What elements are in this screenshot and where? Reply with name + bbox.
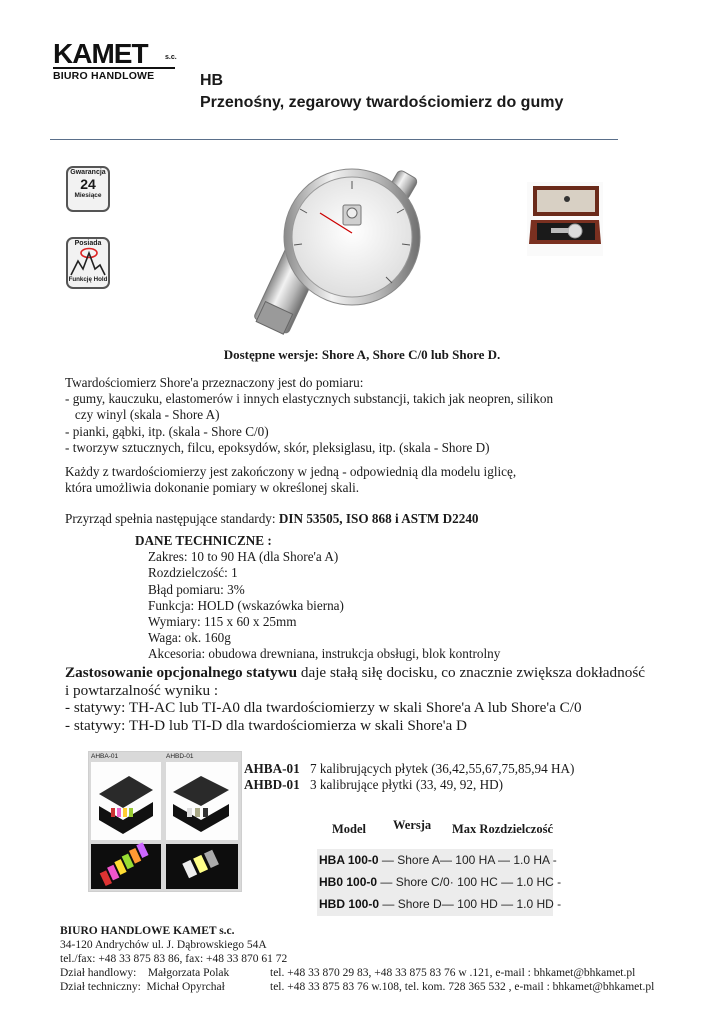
tech-item: Błąd pomiaru: 3% — [148, 581, 245, 597]
hold-bottom: Funkcję Hold — [68, 276, 108, 283]
stand-line: - statywy: TH-AC lub TI-A0 dla twardościomierzy w skali Shore'a A lub Shore'a C/0 — [65, 699, 582, 716]
intro-line: - gumy, kauczuku, elastomerów i innych elastycznych substancji, takich jak neopren, silikon — [65, 391, 554, 407]
calibration-item — [244, 777, 574, 793]
hold-graph-icon — [69, 247, 107, 277]
needle-line: Każdy z twardościomierzy jest zakończony w jedną - odpowiednią dla modelu iglicę, — [65, 464, 517, 479]
intro-line: - tworzyw sztucznych, filcu, epoksydów, skór, pleksiglasu, itp. (skala - Shore D) — [65, 439, 490, 455]
table-cell-max: 100 HA — [455, 853, 495, 867]
intro-paragraph — [65, 375, 553, 456]
calibration-code: AHBA-01 — [244, 761, 300, 776]
calibration-blocks-image — [88, 751, 242, 892]
standards-list: DIN 53505, ISO 868 i ASTM D2240 — [278, 511, 479, 526]
table-header-max: Max Rozdzielczość — [452, 822, 554, 836]
warranty-badge — [66, 166, 110, 212]
needle-line: która umożliwia dokonanie pomiary w określonej skali. — [65, 480, 360, 496]
calibration-item — [244, 761, 574, 777]
table-cell-model: HBD 100-0 — [319, 897, 380, 911]
logo-sub: BIURO HANDLOWE — [53, 67, 175, 82]
intro-line: Twardościomierz Shore'a przeznaczony jest do pomiaru: — [65, 375, 364, 390]
intro-line: czy winyl (skala - Shore A) — [65, 407, 220, 423]
table-cell-version: Shore C/0 — [395, 875, 450, 889]
stand-rest: daje stałą siłę docisku, co znacznie zwiększa dokładność — [297, 664, 645, 681]
footer-telfax: tel./fax: +48 33 875 83 86, fax: +48 33 870 61 72 — [60, 953, 288, 965]
standards-text: Przyrząd spełnia następujące standardy: — [65, 511, 279, 526]
table-cell-resolution: 1.0 HA — [513, 853, 550, 867]
tech-item: Wymiary: 115 x 60 x 25mm — [148, 614, 297, 630]
stand-line: - statywy: TH-D lub TI-D dla twardościomierza w skali Shore'a D — [65, 716, 468, 734]
stand-bold: Zastosowanie opcjonalnego statywu — [65, 664, 298, 681]
hold-top: Posiada — [74, 240, 102, 247]
photo-label-a: AHBA-01 — [91, 753, 119, 760]
table-header-model: Model — [332, 822, 367, 836]
footer-tech-contact: tel. +48 33 875 83 76 w.108, tel. kom. 728 365 532 , e-mail : bhkamet@bhkamet.pl — [270, 981, 655, 993]
calibration-list — [244, 761, 574, 793]
page-title: Przenośny, zegarowy twardościomierz do gumy — [200, 94, 564, 111]
tech-item: Akcesoria: obudowa drewniana, instrukcja obsługi, blok kontrolny — [148, 646, 501, 662]
logo-main: KAMET — [53, 38, 148, 69]
warranty-top: Gwarancja — [70, 169, 106, 176]
table-cell-version: Shore A — [397, 853, 440, 867]
footer-tech: Dział techniczny: Michał Opyrchał — [60, 981, 225, 993]
table-header-version: Wersja — [393, 818, 432, 832]
table-row: HBD 100-0 — Shore D— 100 HD — 1.0 HD - — [319, 897, 562, 911]
warranty-unit: Miesiące — [74, 192, 102, 199]
warranty-number: 24 — [80, 176, 96, 192]
footer-sales: Dział handlowy: Małgorzata Polak — [60, 967, 230, 979]
table-cell-model: HBA 100-0 — [319, 853, 379, 867]
stand-paragraph — [65, 664, 725, 734]
stand-line: i powtarzalność wyniku : — [65, 681, 219, 699]
product-code: HB — [200, 72, 224, 89]
table-cell-max: 100 HC — [457, 875, 498, 889]
technical-data-header: DANE TECHNICZNE : — [135, 533, 272, 548]
table-row: HB0 100-0 — Shore C/0· 100 HC — 1.0 HC - — [319, 875, 562, 889]
tech-item: Zakres: 10 to 90 HA (dla Shore'a A) — [148, 549, 339, 565]
footer — [60, 924, 655, 994]
table-cell-max: 100 HD — [457, 897, 498, 911]
photo-label-d: AHBD-01 — [166, 753, 194, 760]
table-cell-version: Shore D — [397, 897, 442, 911]
intro-line: - pianki, gąbki, itp. (skala - Shore C/0) — [65, 423, 269, 439]
tech-item: Funkcja: HOLD (wskazówka bierna) — [148, 597, 344, 613]
hold-badge — [66, 237, 110, 289]
calibration-photo — [89, 752, 241, 891]
table-cell-model: HB0 100-0 — [319, 875, 378, 889]
footer-company: BIURO HANDLOWE KAMET s.c. — [60, 925, 235, 937]
logo-suffix: s.c. — [165, 54, 177, 61]
needle-paragraph — [65, 464, 516, 496]
wooden-case-image — [527, 182, 603, 256]
calibration-desc: 3 kalibrujące płytki (33, 49, 92, HD) — [310, 777, 504, 792]
table-row: HBA 100-0 — Shore A— 100 HA — 1.0 HA - — [319, 853, 557, 867]
tech-item: Waga: ok. 160g — [148, 630, 231, 646]
tech-item: Rozdzielczość: 1 — [148, 565, 238, 581]
company-logo — [53, 40, 183, 80]
footer-address: 34-120 Andrychów ul. J. Dąbrowskiego 54A — [60, 939, 267, 951]
footer-sales-contact: tel. +48 33 870 29 83, +48 33 875 83 76 w .121, e-mail : bhkamet@bhkamet.pl — [270, 967, 636, 979]
model-table — [317, 849, 562, 916]
calibration-code: AHBD-01 — [244, 777, 300, 792]
calibration-desc: 7 kalibrujących płytek (36,42,55,67,75,85,94 HA) — [310, 761, 575, 776]
technical-data — [135, 533, 500, 663]
standards-paragraph — [65, 511, 479, 527]
available-versions: Dostępne wersje: Shore A, Shore C/0 lub Shore D. — [223, 347, 501, 362]
table-cell-resolution: 1.0 HD — [516, 897, 554, 911]
durometer-image — [232, 165, 452, 340]
header-divider — [50, 139, 618, 140]
table-cell-resolution: 1.0 HC — [516, 875, 554, 889]
